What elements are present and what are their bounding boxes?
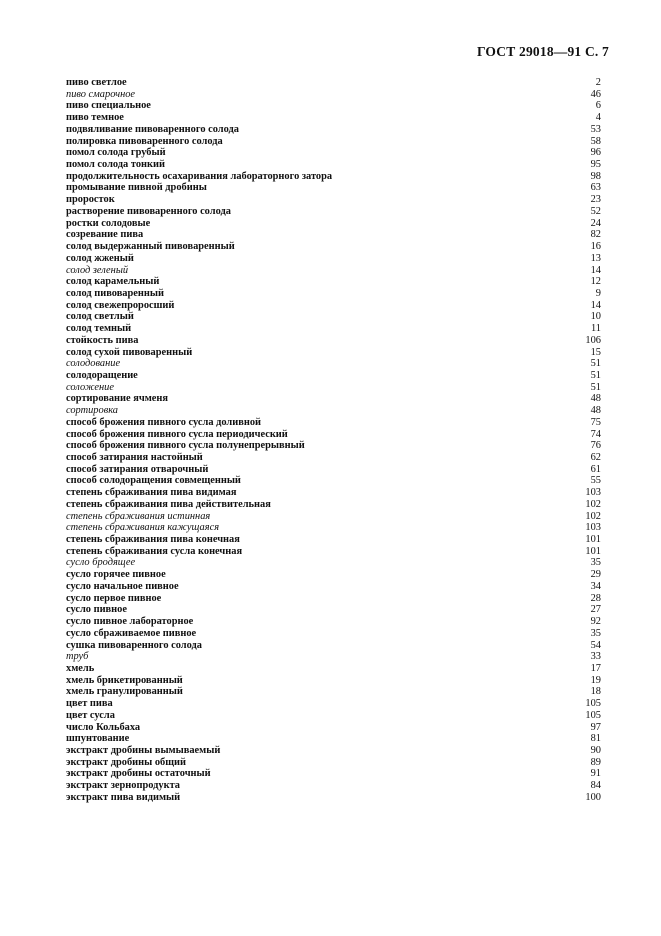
index-page-number: 24 [590,217,601,229]
index-page-number: 58 [590,135,601,147]
index-term: солод сухой пивоваренный [66,346,193,358]
index-term: сусло первое пивное [66,592,162,604]
index-term: солодоращение [66,369,138,381]
index-entry [66,393,601,405]
index-entry [66,698,601,710]
index-page-number: 15 [590,346,601,358]
index-entry [66,722,601,734]
index-entry [66,757,601,769]
index-entry [66,792,601,804]
index-entry [66,593,601,605]
index-page-number: 29 [590,569,601,581]
index-page-number: 14 [590,264,601,276]
index-page-number: 95 [590,159,601,171]
index-term: степень сбраживания истинная [66,510,211,522]
index-term: промывание пивной дробины [66,182,207,194]
index-page-number: 103 [585,487,601,499]
index-page-number: 35 [590,557,601,569]
index-term: пиво темное [66,112,124,124]
index-term: экстракт зернопродукта [66,780,180,792]
index-page-number: 14 [590,299,601,311]
index-term: сортирование ячменя [66,393,169,405]
index-term: солодование [66,358,121,370]
index-term: экстракт дробины вымываемый [66,744,221,756]
index-entry [66,229,601,241]
index-page-number: 106 [585,334,601,346]
index-entry [66,546,601,558]
index-page-number: 61 [590,463,601,475]
index-term: шпунтование [66,733,130,745]
index-entry [66,323,601,335]
index-page-number: 12 [590,276,601,288]
index-page-number: 48 [590,393,601,405]
index-term: экстракт дробины общий [66,756,186,768]
index-entry [66,475,601,487]
index-page-number: 76 [590,440,601,452]
index-page-number: 55 [590,475,601,487]
index-term: сушка пивоваренного солода [66,639,202,651]
index-entry [66,429,601,441]
index-term: способ солодоращения совмещенный [66,475,241,487]
term-index-list [66,77,601,804]
index-page-number: 102 [585,498,601,510]
index-term: сусло пивное лабораторное [66,616,194,628]
index-term: солод карамельный [66,276,160,288]
index-term: солод пивоваренный [66,287,164,299]
index-entry [66,347,601,359]
index-entry [66,194,601,206]
index-term: пиво смарочное [66,88,136,100]
index-term: сусло начальное пивное [66,580,179,592]
index-entry [66,276,601,288]
index-entry [66,124,601,136]
index-entry [66,522,601,534]
index-entry [66,487,601,499]
index-entry [66,218,601,230]
index-term: солод свежепроросший [66,299,175,311]
index-entry [66,581,601,593]
index-entry [66,265,601,277]
index-term: сусло сбраживаемое пивное [66,627,197,639]
index-page-number: 63 [590,182,601,194]
index-term: сортировка [66,405,119,417]
index-page-number: 51 [590,381,601,393]
index-entry [66,710,601,722]
index-entry [66,358,601,370]
index-term: экстракт пива видимый [66,791,181,803]
index-term: стойкость пива [66,334,139,346]
index-entry [66,768,601,780]
index-entry [66,89,601,101]
index-term: сусло бродящее [66,557,136,569]
index-entry [66,663,601,675]
index-entry [66,241,601,253]
index-page-number: 23 [590,194,601,206]
index-entry [66,745,601,757]
index-entry [66,253,601,265]
index-entry [66,616,601,628]
index-term: цвет сусла [66,709,115,721]
index-entry [66,640,601,652]
index-entry [66,651,601,663]
index-entry [66,206,601,218]
index-page-number: 11 [590,323,601,335]
index-page-number: 6 [595,100,601,112]
index-page-number: 46 [590,88,601,100]
index-entry [66,780,601,792]
index-term: продолжительность осахаривания лабораторного затора [66,170,333,182]
index-term: хмель [66,662,95,674]
index-page-number: 74 [590,428,601,440]
index-page-number: 101 [585,534,601,546]
index-term: солод выдержанный пивоваренный [66,241,235,253]
index-term: число Кольбаха [66,721,141,733]
index-term: солод зеленый [66,264,129,276]
index-page-number: 16 [590,241,601,253]
index-term: сусло пивное [66,604,127,616]
index-page-number: 51 [590,358,601,370]
index-page-number: 103 [585,522,601,534]
index-page-number: 100 [585,791,601,803]
index-page-number: 89 [590,756,601,768]
index-page-number: 13 [590,252,601,264]
index-term: способ брожения пивного сусла доливной [66,416,262,428]
index-page-number: 34 [590,580,601,592]
index-entry [66,382,601,394]
index-term: способ затирания настойный [66,452,203,463]
index-entry [66,112,601,124]
index-term: ростки солодовые [66,217,151,229]
index-entry [66,675,601,687]
index-term: степень сбраживания пива действительная [66,498,271,510]
index-page-number: 98 [590,170,601,182]
index-page-number: 52 [590,205,601,217]
index-page-number: 91 [590,768,601,780]
index-entry [66,686,601,698]
index-page-number: 96 [590,147,601,159]
index-entry [66,171,601,183]
index-entry [66,464,601,476]
index-term: хмель брикетированный [66,674,183,686]
index-page-number: 28 [590,592,601,604]
index-page-number: 82 [590,229,601,241]
index-entry [66,452,601,464]
index-entry [66,182,601,194]
index-page-number: 92 [590,616,601,628]
index-entry [66,335,601,347]
index-page-number: 9 [595,287,601,299]
index-term: степень сбраживания кажущаяся [66,522,220,534]
index-entry [66,159,601,171]
index-term: растворение пивоваренного солода [66,205,231,217]
index-entry [66,405,601,417]
index-term: способ брожения пивного сусла полунепрерывный [66,440,305,452]
index-page-number: 54 [590,639,601,651]
index-entry [66,604,601,616]
index-term: подвяливание пивоваренного солода [66,123,239,135]
page-header: ГОСТ 29018—91 С. 7 [476,44,609,59]
index-term: степень сбраживания пива видимая [66,487,237,499]
index-page-number: 84 [590,780,601,792]
index-term: труб [66,651,89,663]
index-page-number: 10 [590,311,601,323]
index-term: цвет пива [66,698,113,710]
index-page-number: 101 [585,545,601,557]
index-entry [66,147,601,159]
index-page-number: 17 [590,662,601,674]
index-entry [66,511,601,523]
index-page-number: 35 [590,627,601,639]
index-page-number: 48 [590,405,601,417]
index-term: соложение [66,381,114,393]
index-entry [66,77,601,89]
index-entry [66,100,601,112]
index-page-number: 4 [595,112,601,124]
index-page-number: 97 [590,721,601,733]
index-entry [66,733,601,745]
index-term: полировка пивоваренного солода [66,135,223,147]
index-entry [66,288,601,300]
index-entry [66,628,601,640]
index-entry [66,311,601,323]
index-entry [66,557,601,569]
index-term: помол солода грубый [66,147,166,159]
index-entry [66,300,601,312]
index-page-number: 81 [590,733,601,745]
index-term: степень сбраживания сусла конечная [66,545,243,557]
index-page-number: 18 [590,686,601,698]
index-term: способ брожения пивного сусла периодический [66,428,288,440]
index-term: хмель гранулированный [66,686,183,698]
index-entry [66,136,601,148]
index-term: солод светлый [66,311,134,323]
index-entry [66,440,601,452]
index-term: проросток [66,194,115,206]
index-term: солод темный [66,323,132,335]
index-term: экстракт дробины остаточный [66,768,211,780]
index-page-number: 19 [590,674,601,686]
index-entry [66,534,601,546]
index-entry [66,417,601,429]
index-term: помол солода тонкий [66,159,165,171]
index-page-number: 75 [590,416,601,428]
index-term: сусло горячее пивное [66,569,166,581]
index-page-number: 27 [590,604,601,616]
index-term: способ затирания отварочный [66,463,209,475]
index-entry [66,569,601,581]
index-entry [66,499,601,511]
index-page-number: 53 [590,123,601,135]
index-entry [66,370,601,382]
index-term: пиво светлое [66,77,127,88]
index-term: созревание пива [66,229,144,241]
index-page-number: 33 [590,651,601,663]
index-term: степень сбраживания пива конечная [66,534,240,546]
index-page-number: 105 [585,709,601,721]
index-page-number: 51 [590,369,601,381]
index-page-number: 105 [585,698,601,710]
index-page-number: 2 [595,77,601,88]
index-page-number: 62 [590,452,601,463]
index-term: солод жженый [66,252,134,264]
index-page-number: 102 [585,510,601,522]
index-term: пиво специальное [66,100,151,112]
index-page-number: 90 [590,744,601,756]
